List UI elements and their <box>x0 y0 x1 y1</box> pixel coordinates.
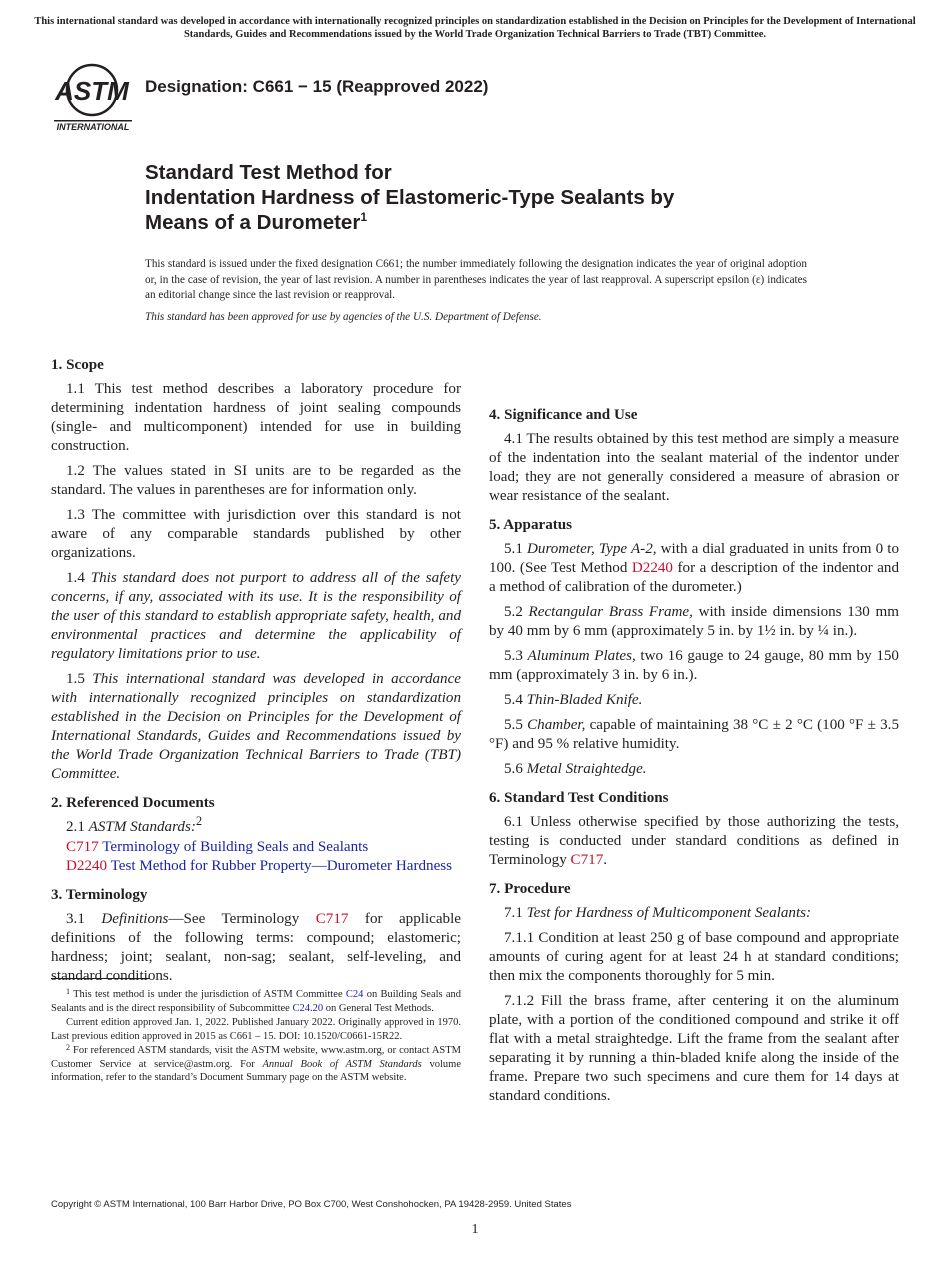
copyright: Copyright © ASTM International, 100 Barr Harbor Drive, PO Box C700, West Conshohocken, PA 19428-2959. United States <box>51 1199 572 1210</box>
footnote-divider <box>51 978 149 979</box>
ref-d2240-title[interactable]: Test Method for Rubber Property—Durometer Hardness <box>110 858 453 874</box>
ref-d2240[interactable] <box>51 857 461 876</box>
title-footnote-mark[interactable]: 1 <box>360 210 367 224</box>
page-number: 1 <box>471 1222 479 1237</box>
para-6-1: 6.1 Unless otherwise specified by those authorizing the tests, testing is conducted under standard conditions as defined in Terminology C717. <box>489 814 899 868</box>
section-heading-terminology: 3. Terminology <box>51 887 148 903</box>
section-heading-apparatus: 5. Apparatus <box>489 517 573 533</box>
para-1-4: 1.4 This standard does not purport to address all of the safety concerns, if any, associated with its use. It is the responsibility of the user of this standard to establish appropriate safety, health, and environmental practices and determine the applicability of regulatory limitations prior to use. <box>51 570 461 662</box>
para-1-5: 1.5 This international standard was developed in accordance with internationally recognized principles on standardization established in the Decision on Principles for the Development of International Standards, Guides and Recommendations issued by the World Trade Organization Technical Barriers to Trade (TBT) Committee. <box>51 671 461 782</box>
footnote-2: $^2$ For referenced ASTM standards, visit the ASTM website, www.astm.org, or contact ASTM Customer Service at service@astm.org. For Annual Book of ASTM Standards volume information, refer to the standard’s Document Summary page on the ASTM website. <box>51 1043 462 1083</box>
para-5-4: 5.4 Thin-Bladed Knife. <box>504 692 643 708</box>
footnote-1-edition: Current edition approved Jan. 1, 2022. Published January 2022. Originally approved in 1970. Last previous edition approved in 2015 as C661 – 15. DOI: 10.1520/C0661-15R22. <box>51 1017 461 1042</box>
footnote-mark-2[interactable]: 2 <box>195 813 203 828</box>
designation: Designation: C661 − 15 (Reapproved 2022) <box>145 77 489 96</box>
link-c24-20[interactable]: C24.20 <box>292 1002 324 1014</box>
astm-logo-icon <box>52 60 134 132</box>
para-1-2: 1.2 The values stated in SI units are to be regarded as the standard. The values in parentheses are for information only. <box>51 463 461 498</box>
para-4-1: 4.1 The results obtained by this test method are simply a measure of the indentation into the sealant material of the indentor under load; they are not generally considered a measure of abrasion or wear resistance of the sealant. <box>489 431 899 504</box>
para-5-3: 5.3 Aluminum Plates, two 16 gauge to 24 gauge, 80 mm by 150 mm (approximately 3 in. by 6 in.). <box>489 648 899 683</box>
ref-c717[interactable] <box>51 838 461 857</box>
section-heading-significance: 4. Significance and Use <box>489 407 638 423</box>
para-5-5: 5.5 Chamber, capable of maintaining 38 °C ± 2 °C (100 °F ± 3.5 °F) and 95 % relative humidity. <box>489 717 899 752</box>
left-column <box>51 356 461 992</box>
title-line-3: Means of a Durometer$^1$ <box>145 210 367 234</box>
para-1-3: 1.3 The committee with jurisdiction over this standard is not aware of any comparable standards published by other organizations. <box>51 507 461 561</box>
footnote-1: $^1$ This test method is under the jurisdiction of ASTM Committee C24 on Building Seals and Sealants and is the direct responsibility of Subcommittee C24.20 on General Test Methods. <box>51 987 462 1014</box>
logo-text: ASTM <box>55 76 129 106</box>
link-c717-terminology[interactable]: C717 <box>315 911 349 927</box>
ref-d2240-code[interactable]: D2240 <box>66 858 108 874</box>
link-d2240[interactable]: D2240 <box>631 560 673 576</box>
para-5-6: 5.6 Metal Straightedge. <box>504 761 647 777</box>
title-line-2: Indentation Hardness of Elastomeric-Type Sealants by <box>145 186 675 209</box>
section-heading-procedure: 7. Procedure <box>489 881 571 897</box>
para-7-1-2: 7.1.2 Fill the brass frame, after centering it on the aluminum plate, with a portion of the conditioned compound and strike it off flat with a metal straightedge. Lift the frame from the sealant after separating it by running a thin-bladed knife along the inside of the frame. Prepare two such specimens and cure them for 14 days at standard conditions. <box>489 993 899 1104</box>
issue-note: This standard is issued under the fixed designation C661; the number immediately following the designation indicates the year of original adoption or, in the case of revision, the year of last revision. A number in parentheses indicates the year of last reapproval. A superscript epsilon (ε) indicates an editorial change since the last revision or reapproval. <box>145 258 807 301</box>
para-3-1: 3.1 Definitions—See Terminology C717 for applicable definitions of the following terms: compound; elastomeric; hardness; joint; sealant, non-sag; sealant, self-leveling, and standard conditions. <box>51 911 461 984</box>
section-heading-scope: 1. Scope <box>51 357 104 373</box>
para-7-1: 7.1 Test for Hardness of Multicomponent Sealants: <box>504 905 812 921</box>
section-heading-referenced-documents: 2. Referenced Documents <box>51 795 215 811</box>
para-7-1-1: 7.1.1 Condition at least 250 g of base compound and appropriate amounts of curing agent for at least 24 h at standard conditions; then mix the components thoroughly for 5 min. <box>489 930 899 984</box>
ref-c717-code[interactable]: C717 <box>66 839 99 855</box>
section-heading-test-conditions: 6. Standard Test Conditions <box>489 790 669 806</box>
para-3-1-text: for applicable definitions of the following terms: compound; elastomeric; hardness; joint; sealant, non-sag; sealant, self-leveling, and standard conditions. <box>51 911 461 984</box>
logo-subtext: INTERNATIONAL <box>56 122 130 132</box>
para-5-2: 5.2 Rectangular Brass Frame, with inside dimensions 130 mm by 40 mm by 6 mm (approximately 5 in. by 1½ in. by ¼ in.). <box>489 604 899 639</box>
dod-note: This standard has been approved for use by agencies of the U.S. Department of Defense. <box>145 311 542 323</box>
document-title <box>145 160 845 235</box>
footnotes <box>51 988 461 1086</box>
title-line-1: Standard Test Method for <box>145 161 392 184</box>
link-c24[interactable]: C24 <box>345 989 364 1000</box>
ref-c717-title[interactable]: Terminology of Building Seals and Sealants <box>102 839 369 855</box>
top-notice: This international standard was developed in accordance with internationally recognized principles on standardization established in the Decision on Principles for the Development of International Standards, Guides and Recommendations issued by the World Trade Organization Technical Barriers to Trade (TBT) Committee. <box>34 16 916 40</box>
para-1-1: 1.1 This test method describes a laboratory procedure for determining indentation hardness of joint sealing compounds (single- and multicomponent) intended for use in building construction. <box>51 381 461 454</box>
para-2-1: 2.1 ASTM Standards:$^2$ <box>66 813 203 835</box>
para-5-1: 5.1 Durometer, Type A-2, with a dial graduated in units from 0 to 100. (See Test Method D2240 for a description of the indentor and a method of calibration of the durometer.) <box>489 541 900 595</box>
right-column <box>489 356 899 1112</box>
astm-logo <box>52 60 134 132</box>
link-c717-conditions[interactable]: C717 <box>570 852 604 868</box>
